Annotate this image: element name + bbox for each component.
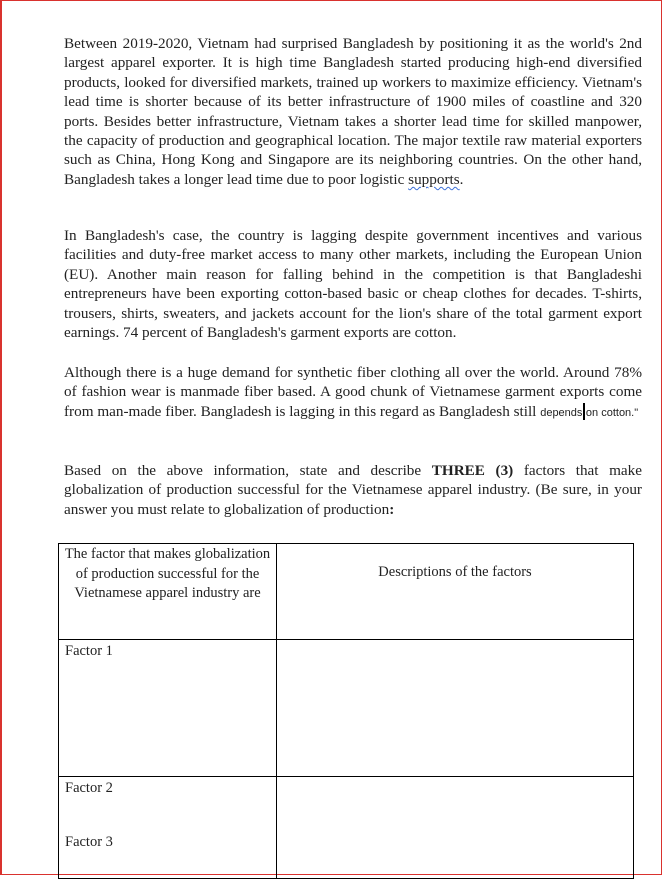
question-paragraph	[64, 461, 642, 519]
factor-2-3-description-cell[interactable]	[277, 777, 634, 879]
factor-1-label: Factor 1	[59, 640, 277, 777]
header-description-cell: Descriptions of the factors	[277, 544, 634, 640]
factor-2-3-cell	[59, 777, 277, 879]
paragraph-1-text: Between 2019-2020, Vietnam had surprised Bangladesh by positioning it as the world's 2nd largest apparel exporter. It is high time Bangladesh started producing high-end diversified products, looked for diversified markets, trained up workers to maximize efficiency. Vietnam's lead time is shorter because of its better infrastructure of 1900 miles of coastline and 320 ports. Besides better infrastructure, Vietnam takes a shorter lead time for skilled manpower, the capacity of production and geographical location. The major textile raw material exporters such as China, Hong Kong and Singapore are its neighboring countries. On the other hand, Bangladesh takes a longer lead time due to poor logistic	[64, 35, 642, 188]
table-header-row	[59, 544, 634, 640]
header-factor-cell: The factor that makes globalization of production successful for the Vietnamese apparel industry are	[59, 544, 277, 640]
paragraph-3-text: Although there is a huge demand for synthetic fiber clothing all over the world. Around 78% of fashion wear is manmade fiber based. A good chunk of Vietnamese garment exports come from man-made fiber. Bangladesh is lagging in this regard as Bangladesh still	[64, 364, 642, 420]
factor-3-label: Factor 3	[65, 834, 113, 850]
paragraph-3-small-text-b: on cotton."	[585, 406, 639, 419]
factors-table	[58, 543, 634, 879]
table-row	[59, 777, 634, 879]
paragraph-2: In Bangladesh's case, the country is lagging despite government incentives and various facilities and duty-free market access to many other markets, including the European Union (EU). Another main reason for falling behind in the competition is that Bangladeshi entrepreneurs have been exporting cotton-based basic or cheap clothes for decades. T-shirts, trousers, shirts, sweaters, and jackets account for the lion's share of the total garment export earnings. 74 percent of Bangladesh's garment exports are cotton.	[64, 227, 642, 342]
question-bold-count: THREE (3)	[431, 462, 514, 479]
factor-1-description-cell[interactable]	[277, 640, 634, 777]
question-text-a: Based on the above information, state and describe	[64, 462, 432, 479]
paragraph-1	[64, 34, 642, 189]
factor-2-label: Factor 2	[65, 780, 113, 796]
table-row	[59, 640, 634, 777]
question-text-b: factors that make globalization of production successful for the Vietnamese apparel industry. (Be sure, in your answer you must relate to globalization of production	[64, 462, 643, 518]
paragraph-1-end: .	[459, 170, 464, 188]
paragraph-3	[64, 363, 642, 423]
text-cursor	[583, 403, 585, 420]
spellcheck-flagged-word[interactable]: supports	[408, 170, 460, 188]
question-colon: :	[389, 500, 395, 518]
paragraph-3-small-text-a: depends	[540, 406, 583, 419]
